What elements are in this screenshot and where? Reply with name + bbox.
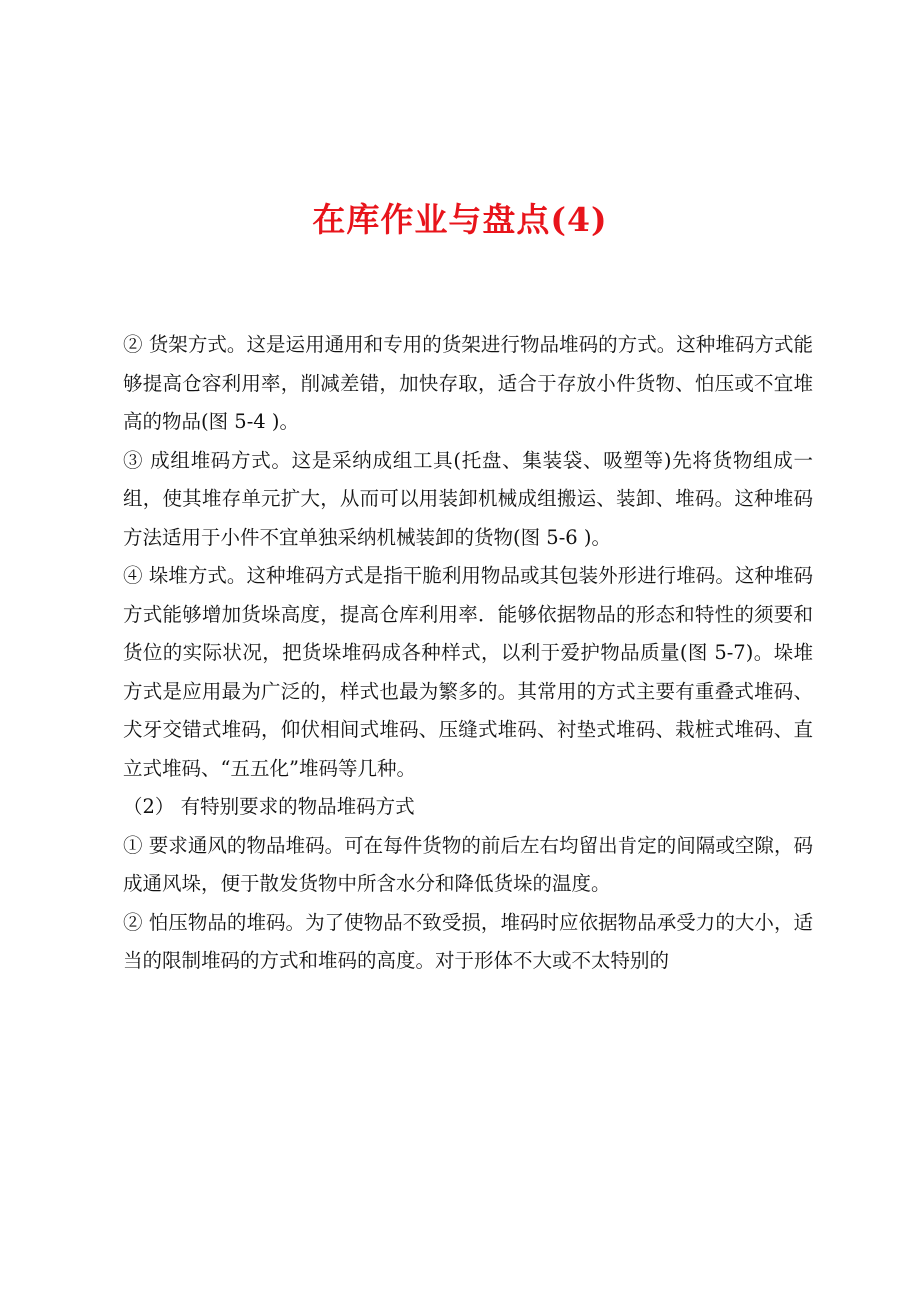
paragraph-unit-stacking-method: ③ 成组堆码方式。这是采纳成组工具(托盘、集装袋、吸塑等)先将货物组成一组，使其堆存单元扩大，从而可以用装卸机械成组搬运、装卸、堆码。这种堆码方法适用于小件不宜单独采纳机械装卸的货物(图 5-6 )。 [123, 448, 813, 549]
paragraph-pressure-sensitive-stacking: ② 怕压物品的堆码。为了使物品不致受损，堆码时应依据物品承受力的大小，适当的限制堆码的方式和堆码的高度。对于形体不大或不太特别的 [123, 910, 813, 972]
paragraph-shelf-method: ② 货架方式。这是运用通用和专用的货架进行物品堆码的方式。这种堆码方式能够提高仓容利用率，削减差错，加快存取，适合于存放小件货物、怕压或不宜堆高的物品(图 5-4 )。 [123, 333, 813, 433]
page-title: 在库作业与盘点(4) [312, 200, 608, 239]
paragraph-ventilation-stacking: ① 要求通风的物品堆码。可在每件货物的前后左右均留出肯定的间隔或空隙，码成通风垛，便于散发货物中所含水分和降低货垛的温度。 [123, 833, 813, 895]
document-body [123, 326, 813, 981]
paragraph-pile-stacking-method: ④ 垛堆方式。这种堆码方式是指干脆利用物品或其包装外形进行堆码。这种堆码方式能够增加货垛高度，提高仓库利用率．能够依据物品的形态和特性的须要和货位的实际状况，把货垛堆码成各种样式，以利于爱护物品质量(图 5-7)。垛堆方式是应用最为广泛的，样式也最为繁多的。其常用的方式主要有重叠式堆码、犬牙交错式堆码，仰伏相间式堆码、压缝式堆码、衬垫式堆码、栽桩式堆码、直立式堆码、“五五化”堆码等几种。 [123, 564, 813, 780]
section-heading-special-requirements: （2） 有特别要求的物品堆码方式 [123, 795, 415, 818]
